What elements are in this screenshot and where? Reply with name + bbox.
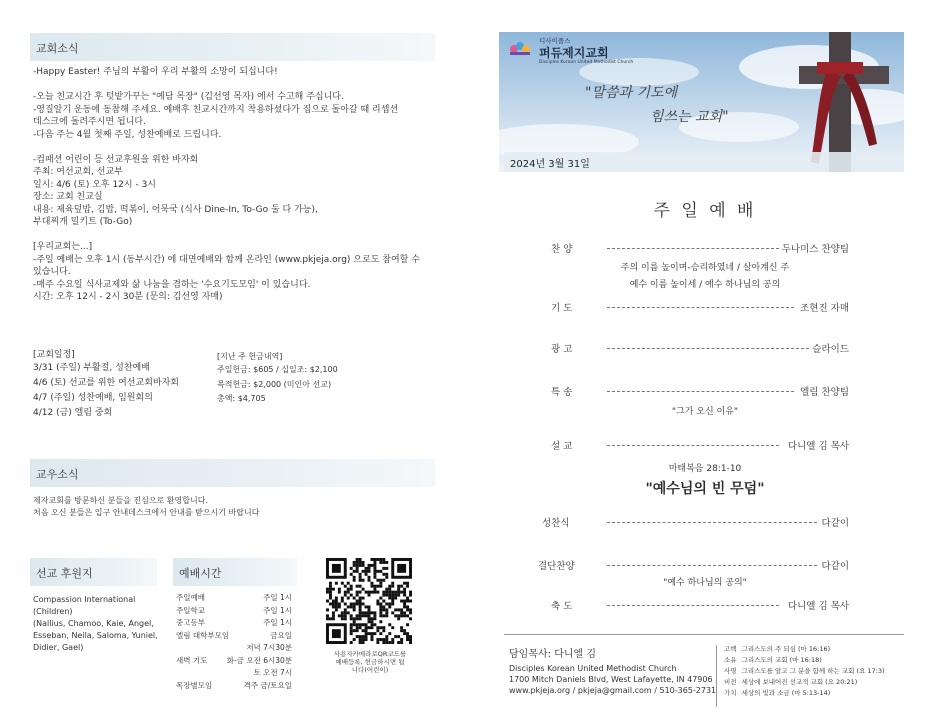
order-leader-line — [607, 605, 779, 606]
order-label: 찬 양 — [551, 244, 573, 255]
schedule-header: [교회일정] — [33, 350, 75, 360]
times-header-bar — [173, 558, 297, 586]
closing-song-title: "예수 하나님의 공의" — [663, 578, 747, 588]
service-date: 2024년 3월 31일 — [510, 159, 590, 170]
church-logo — [509, 40, 531, 60]
order-label: 기 도 — [551, 303, 573, 314]
order-label: 광 고 — [551, 344, 573, 355]
value-label: 소유 — [724, 656, 737, 664]
scripture: 마태복음 28:1-10 — [668, 464, 742, 474]
order-value: 엘림 찬양팀 — [800, 387, 849, 398]
news-line: [우리교회는...] — [33, 242, 93, 252]
schedule-item: 4/7 (주일) 성찬예배, 임원회의 — [33, 393, 153, 403]
news-line: 주최: 여선교회, 선교부 — [33, 167, 123, 177]
value-label: 고백 — [724, 645, 737, 653]
value-text: 그리스도를 알고 그 분을 함께 하는 교회 (요 17:3) — [741, 667, 885, 675]
value-text: 그리스도의 주 되심 (마 16:16) — [741, 645, 831, 653]
missions-body — [33, 594, 158, 654]
value-row — [724, 678, 885, 689]
mission-line: Didier, Gael) — [33, 643, 84, 652]
church-name-small: 디사이플스 — [539, 37, 571, 45]
schedule-item: 4/12 (금) 엘림 중회 — [33, 408, 113, 418]
times-header: 예배시간 — [179, 567, 222, 580]
news-line: -다음 주는 4월 첫째 주일, 성찬예배로 드립니다. — [33, 129, 222, 140]
members-header-bar — [30, 459, 435, 487]
footer-church-name: Disciples Korean United Methodist Church — [509, 664, 677, 673]
news-line: -Happy Easter! 주님의 부활이 우리 부활의 소망이 되십니다! — [33, 67, 278, 77]
times-label: 주일예배 — [176, 593, 205, 602]
offering-item: 목적헌금: $2,000 (미인아 선교) — [217, 379, 332, 389]
missions-header: 선교 후원지 — [36, 567, 93, 580]
order-value: 다니엘 김 목사 — [787, 441, 849, 452]
times-row — [176, 592, 292, 605]
order-leader-line — [607, 391, 794, 392]
mission-line: (Nallius, Chamoo, Kaie, Angel, — [33, 619, 154, 628]
footer-contact[interactable]: www.pkjeja.org / pkjeja@gmail.com / 510-365-2731 — [509, 686, 717, 695]
value-row — [724, 667, 885, 678]
offering-header: [지난 주 헌금내역] — [217, 352, 283, 361]
news-header-bar — [30, 33, 435, 61]
times-row — [176, 617, 292, 630]
news-line: 데스크에 돌려주시면 됩니다. — [33, 117, 146, 127]
qr-caption-line: 예배등록, 헌금하시면 됩 — [335, 658, 405, 666]
order-leader-line — [607, 248, 779, 249]
news-line: -오늘 친교시간 후 텃밭가꾸는 "예담 목장" (김선영 목자) 에서 수고해 주십니다. — [33, 92, 344, 102]
members-line: 제자교회를 방문하신 분들을 진심으로 환영합니다. — [33, 496, 209, 505]
value-row — [724, 656, 885, 667]
news-line: 내용: 제육덮밥, 김밥, 떡볶이, 어묵국 (식사 Dine-In, To-Go 둘 다 가능), — [33, 204, 318, 215]
times-table — [176, 592, 292, 692]
value-text: 그리스도의 교회 (마 16:18) — [741, 656, 822, 664]
news-line: -컴패션 어린이 등 선교후원을 위한 바자회 — [33, 154, 199, 165]
qr-caption-line: 니다(어린이) — [351, 666, 389, 674]
times-row — [176, 655, 292, 668]
order-label: 축 도 — [551, 601, 573, 612]
members-line: 처음 오신 분들은 입구 안내데스크에서 안내를 받으시기 바랍니다 — [33, 508, 260, 517]
times-value: 저녁 7시30분 — [246, 643, 292, 652]
mission-line: (Children) — [33, 607, 73, 616]
schedule-item: 3/31 (주일) 부활절, 성찬예배 — [33, 363, 150, 373]
times-value: 주일 1시 — [263, 605, 292, 615]
members-header: 교우소식 — [36, 468, 79, 481]
value-label: 비전 — [724, 678, 737, 686]
value-text: 세상에 보내어진 선교적 교회 (요 20:21) — [741, 678, 858, 686]
praise-song-line-2: 예수 이름 높이세 / 예수 하나님의 공의 — [629, 280, 781, 290]
times-row — [176, 680, 292, 693]
order-value: 조현진 자매 — [800, 303, 849, 314]
order-label: 성찬식 — [542, 518, 570, 529]
sermon-title: "예수님의 빈 무덤" — [645, 481, 765, 497]
order-value: 슬라이드 — [812, 344, 849, 355]
order-label: 설 교 — [551, 441, 573, 452]
church-name: 퍼듀제지교회 — [539, 46, 609, 60]
times-value: 주일 1시 — [263, 593, 292, 602]
times-label: 주일학교 — [176, 605, 205, 615]
pastor-name: 담임목사: 다니엘 김 — [509, 649, 597, 660]
news-line: -매주 수요일 식사교제와 삶 나눔을 겸하는 '수요기도모임' 이 있습니다. — [33, 279, 311, 290]
value-label: 사명 — [724, 667, 737, 675]
members-body — [33, 495, 259, 519]
times-value: 주일 1시 — [263, 618, 292, 627]
news-line: 부대찌개 밀키트 (To-Go) — [33, 217, 133, 227]
qr-caption — [322, 650, 418, 674]
service-title: 주 일 예 배 — [653, 201, 757, 221]
qr-code[interactable] — [326, 558, 412, 644]
news-line: 있습니다. — [33, 267, 71, 277]
times-row — [176, 605, 292, 618]
order-label: 특 송 — [551, 387, 573, 398]
times-label: 엘림 대학부모임 — [176, 630, 230, 640]
order-value: 두나미스 찬양팀 — [781, 244, 849, 255]
offering-item: 주일헌금: $605 / 십일조: $2,100 — [217, 365, 338, 374]
times-value: 금요일 — [270, 630, 292, 640]
news-line — [33, 141, 420, 154]
order-value: 다같이 — [821, 561, 849, 572]
order-label: 결단찬양 — [538, 561, 575, 572]
special-song-title: "그가 오신 이유" — [671, 407, 739, 417]
news-line: -영질알기 운동에 동참해 주세요. 예배후 친교시간까지 착용하셨다가 집으로 돌아갈 때 리셉션 — [33, 104, 399, 115]
schedule-list — [33, 362, 179, 422]
order-leader-line — [607, 565, 817, 566]
offering-item: 총액: $4,705 — [217, 394, 266, 403]
value-label: 가치 — [724, 689, 737, 697]
qr-code-image — [326, 558, 412, 644]
news-header: 교회소식 — [36, 42, 79, 55]
news-line — [33, 229, 420, 242]
times-value: 화-금 오전 6시30분 — [226, 655, 292, 665]
motto-line-1: "말씀과 기도에 — [585, 85, 678, 101]
times-row — [176, 642, 292, 655]
news-body — [33, 66, 420, 304]
news-line: 장소: 교회 친교실 — [33, 192, 103, 202]
news-line: -주일 예배는 오후 1시 (동부시간) 에 대면예배와 함께 온라인 (www.pkjeja.org) 으로도 참여할 수 — [33, 254, 420, 265]
offering-list — [217, 364, 338, 408]
order-leader-line — [607, 522, 817, 523]
schedule-item: 4/6 (토) 선교를 위한 여선교회바자회 — [33, 378, 179, 388]
times-label: 중고등부 — [176, 618, 205, 627]
times-label: 새벽 기도 — [176, 655, 208, 665]
value-row — [724, 689, 885, 700]
value-row — [724, 645, 885, 656]
footer-vertical-divider — [716, 645, 717, 707]
news-line: 일시: 4/6 (토) 오후 12시 - 3시 — [33, 179, 156, 190]
news-line: 시간: 오후 12시 - 2시 30분 (문의: 김선영 자매) — [33, 292, 223, 302]
order-leader-line — [607, 348, 809, 349]
order-leader-line — [607, 445, 779, 446]
church-values — [724, 645, 885, 700]
value-text: 세상의 빛과 소금 (마 5:13-14) — [741, 689, 831, 697]
church-logo-icon — [509, 40, 531, 56]
mission-line: Compassion International — [33, 595, 136, 604]
times-row — [176, 667, 292, 680]
qr-caption-line: 사용자카메라로QR코드를 — [333, 650, 407, 658]
order-leader-line — [607, 307, 794, 308]
times-label: 목장별모임 — [176, 680, 213, 690]
footer-address: 1700 Mitch Daniels Blvd, West Lafayette, IN 47906 — [509, 675, 713, 684]
motto-line-2: 힘쓰는 교회" — [650, 109, 729, 125]
times-value: 토 오전 7시 — [253, 668, 292, 677]
missions-header-bar — [30, 558, 157, 586]
mission-line: Esseban, Neila, Saloma, Yuniel, — [33, 631, 158, 640]
church-tagline: Disciples Korean United Methodist Church — [539, 60, 634, 65]
order-value: 다니엘 김 목사 — [787, 601, 849, 612]
footer-divider — [504, 634, 904, 635]
news-line — [33, 79, 420, 92]
times-row — [176, 630, 292, 643]
order-value: 다같이 — [821, 518, 849, 529]
times-value: 격주 금/토요일 — [243, 680, 292, 690]
praise-song-line-1: 주의 이름 높이며-승리하였네 / 살아계신 주 — [620, 263, 790, 273]
